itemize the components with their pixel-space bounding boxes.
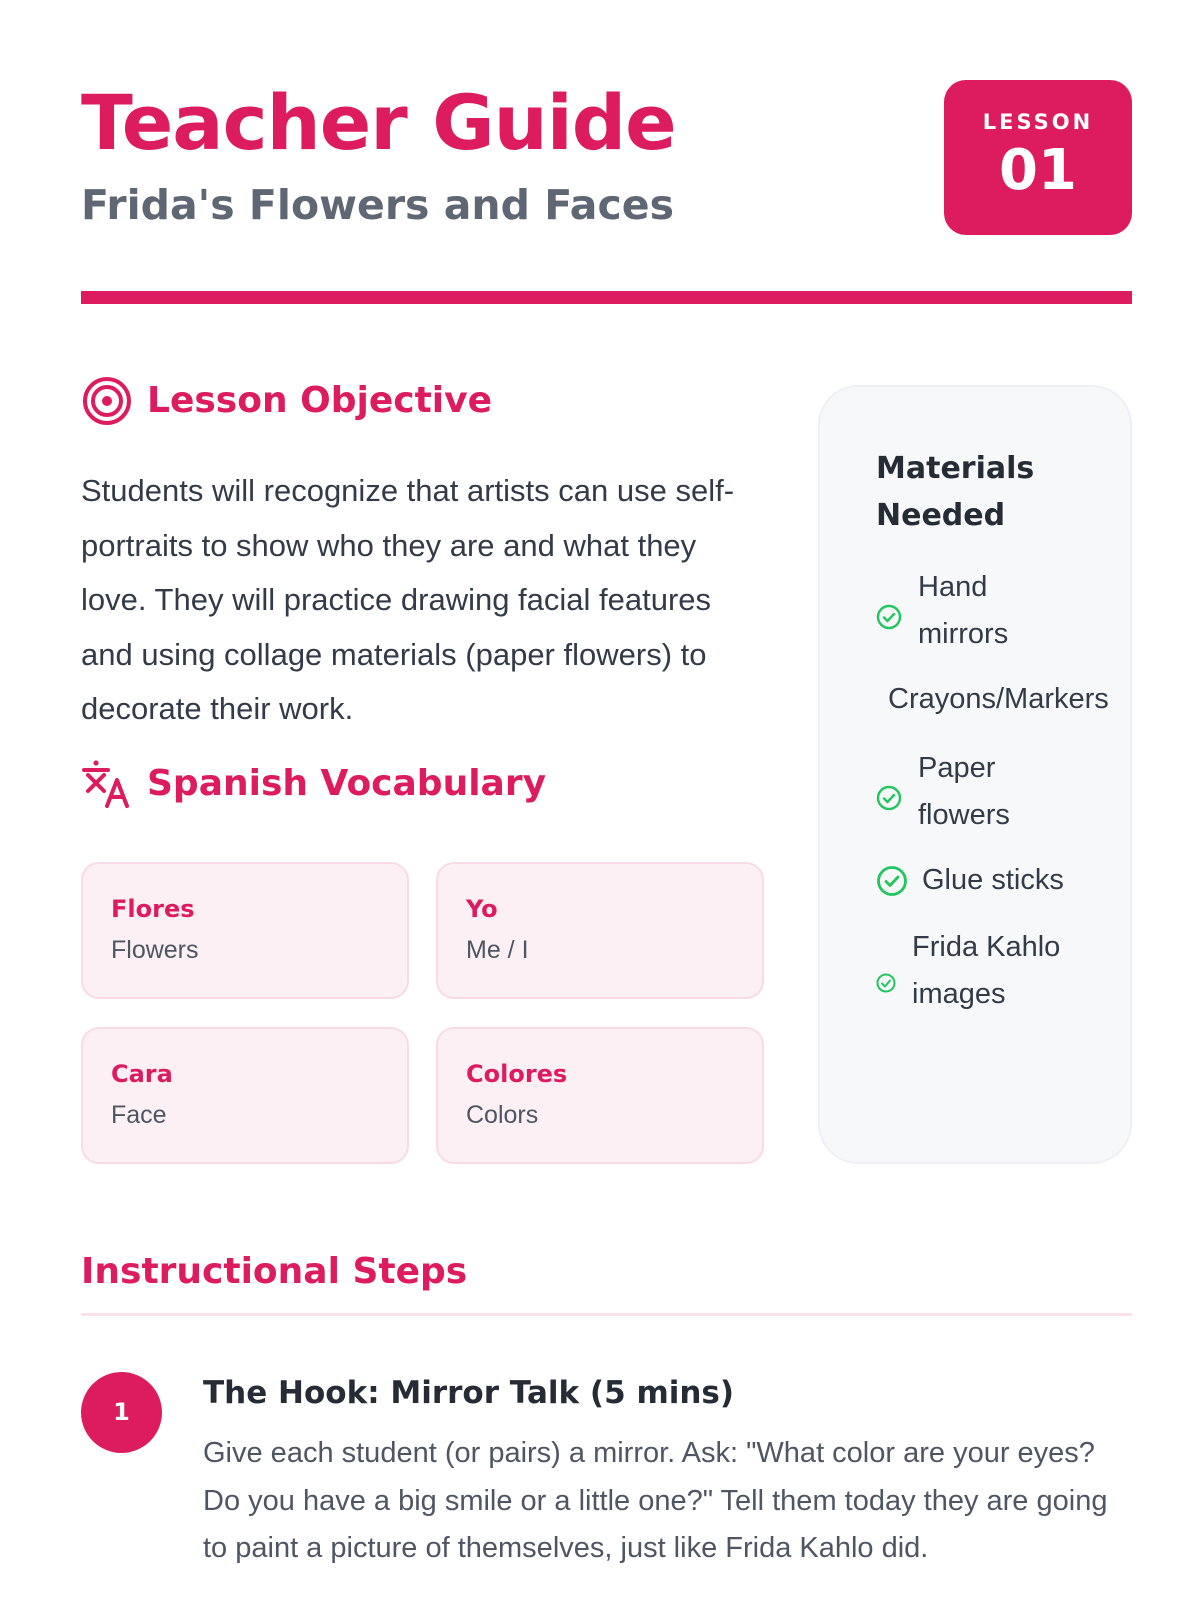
lesson-badge: [944, 80, 1132, 235]
target-icon: [81, 375, 133, 427]
vocab-english-word: Face: [111, 1101, 167, 1129]
materials-heading: Materials Needed: [876, 451, 1035, 533]
vocab-card: [436, 1027, 764, 1164]
step-number-badge: 1: [81, 1372, 162, 1453]
page-title: Teacher Guide: [81, 78, 676, 167]
steps-divider: [81, 1313, 1132, 1316]
materials-item-label: Glue sticks: [922, 864, 1064, 896]
vocab-card: [81, 1027, 409, 1164]
vocabulary-grid: [81, 862, 763, 1164]
check-circle-icon: [876, 598, 902, 624]
vocab-english-word: Colors: [466, 1101, 539, 1129]
lesson-badge-number: 01: [999, 138, 1077, 203]
materials-item-label: Paper flowers: [918, 752, 1010, 831]
steps-heading: Instructional Steps: [81, 1251, 468, 1292]
vocab-spanish-word: Colores: [466, 1060, 568, 1088]
header-divider: [81, 291, 1132, 304]
vocab-spanish-word: Flores: [111, 895, 195, 923]
check-circle-icon: [876, 961, 896, 981]
step-description: Give each student (or pairs) a mirror. Ask: "What color are your eyes? Do you have a big smile or a little one?" Tell them today they are going to paint a picture of themselves, just like Frida Kahlo did.: [203, 1437, 1108, 1564]
materials-item: [876, 745, 1038, 839]
materials-panel: [818, 385, 1132, 1164]
materials-item: [888, 676, 1109, 723]
translate-icon: [81, 758, 133, 810]
vocab-spanish-word: Cara: [111, 1060, 173, 1088]
check-circle-icon: [876, 779, 902, 805]
materials-item: [876, 857, 1064, 904]
materials-item: [876, 924, 1082, 1018]
materials-item: [876, 564, 1038, 658]
vocabulary-heading-text: Spanish Vocabulary: [147, 763, 547, 804]
materials-item-label: Frida Kahlo images: [912, 931, 1061, 1010]
vocab-card: [436, 862, 764, 999]
vocabulary-heading: [81, 758, 546, 810]
objective-heading-text: Lesson Objective: [147, 380, 493, 421]
page-header: [81, 80, 1132, 235]
lesson-badge-label: LESSON: [982, 110, 1094, 134]
objective-heading: [81, 375, 492, 427]
step-title: The Hook: Mirror Talk (5 mins): [203, 1375, 735, 1411]
materials-item-label: Hand mirrors: [918, 571, 1009, 650]
vocab-english-word: Flowers: [111, 936, 199, 964]
page-subtitle: Frida's Flowers and Faces: [81, 181, 674, 229]
vocab-english-word: Me / I: [466, 936, 529, 964]
materials-item-label: Crayons/Markers: [888, 683, 1109, 715]
vocab-spanish-word: Yo: [466, 895, 498, 923]
vocab-card: [81, 862, 409, 999]
check-circle-icon: [876, 865, 908, 897]
objective-text: Students will recognize that artists can use self-portraits to show who they are and what they love. They will practice drawing facial features and using collage materials (paper flowers) to decorate their work.: [81, 473, 735, 726]
